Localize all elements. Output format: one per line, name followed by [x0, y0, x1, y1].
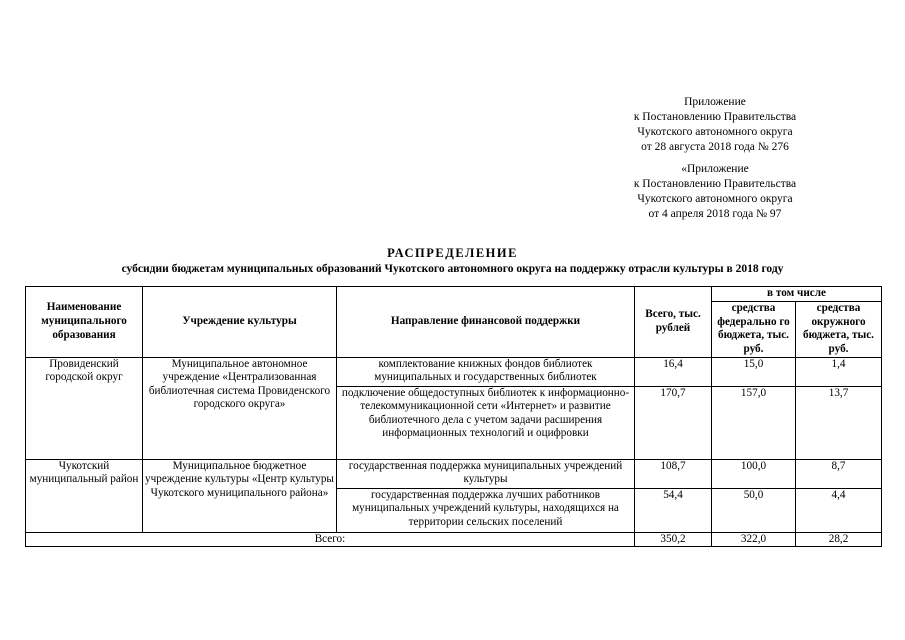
appendix-current [600, 95, 830, 155]
appendix-prior-line2: к Постановлению Правительства [633, 178, 797, 190]
cell-district: 4,4 [796, 488, 882, 532]
cell-institution: Муниципальное бюджетное учреждение культуры «Центр культуры Чукотского муниципального района» [143, 459, 337, 532]
table-row [26, 459, 882, 488]
document-subtitle: субсидии бюджетам муниципальных образований Чукотского автономного округа на поддержку отрасли культуры в 2018 году [121, 263, 784, 275]
header-including: в том числе [712, 287, 882, 302]
header-direction: Направление финансовой поддержки [337, 287, 635, 358]
cell-federal: 50,0 [712, 488, 796, 532]
header-municipality: Наименование муниципального образования [26, 287, 143, 358]
cell-direction: комплектование книжных фондов библиотек муниципальных и государственных библиотек [337, 357, 635, 386]
cell-district: 1,4 [796, 357, 882, 386]
cell-federal: 100,0 [712, 459, 796, 488]
cell-direction: государственная поддержка муниципальных учреждений культуры [337, 459, 635, 488]
cell-institution: Муниципальное автономное учреждение «Централизованная библиотечная система Провиденского городского округа» [143, 357, 337, 459]
totals-district: 28,2 [796, 532, 882, 547]
cell-total: 54,4 [635, 488, 712, 532]
totals-federal: 322,0 [712, 532, 796, 547]
cell-district: 8,7 [796, 459, 882, 488]
header-institution: Учреждение культуры [143, 287, 337, 358]
document-title: РАСПРЕДЕЛЕНИЕ [387, 246, 518, 260]
cell-total: 16,4 [635, 357, 712, 386]
appendix-current-line2: к Постановлению Правительства [633, 111, 797, 123]
appendix-current-line3: Чукотского автономного округа [637, 126, 793, 138]
appendix-prior [600, 162, 830, 222]
totals-row [26, 532, 882, 547]
cell-direction: подключение общедоступных библиотек к информационно-телекоммуникационной сети «Интернет» и развитие библиотечного дела с учетом задачи расширения информационных технологий и оцифровки [337, 386, 635, 459]
appendix-prior-line3: Чукотского автономного округа [637, 193, 793, 205]
cell-federal: 15,0 [712, 357, 796, 386]
totals-total: 350,2 [635, 532, 712, 547]
cell-federal: 157,0 [712, 386, 796, 459]
cell-total: 108,7 [635, 459, 712, 488]
header-total: Всего, тыс. рублей [635, 287, 712, 358]
totals-label: Всего: [26, 532, 635, 547]
distribution-table [25, 286, 882, 547]
cell-district: 13,7 [796, 386, 882, 459]
appendix-current-line1: Приложение [684, 96, 746, 108]
appendix-prior-line4: от 4 апреля 2018 года № 97 [648, 208, 782, 220]
header-district: средства окружного бюджета, тыс. руб. [796, 301, 882, 357]
cell-total: 170,7 [635, 386, 712, 459]
cell-direction: государственная поддержка лучших работников муниципальных учреждений культуры, находящихся на территории сельских поселений [337, 488, 635, 532]
appendix-prior-line1: «Приложение [681, 163, 749, 175]
table-row [26, 357, 882, 386]
header-federal: средства федерально го бюджета, тыс. руб. [712, 301, 796, 357]
cell-municipality: Чукотский муниципальный район [26, 459, 143, 532]
appendix-current-line4: от 28 августа 2018 года № 276 [641, 141, 789, 153]
cell-municipality: Провиденский городской округ [26, 357, 143, 459]
